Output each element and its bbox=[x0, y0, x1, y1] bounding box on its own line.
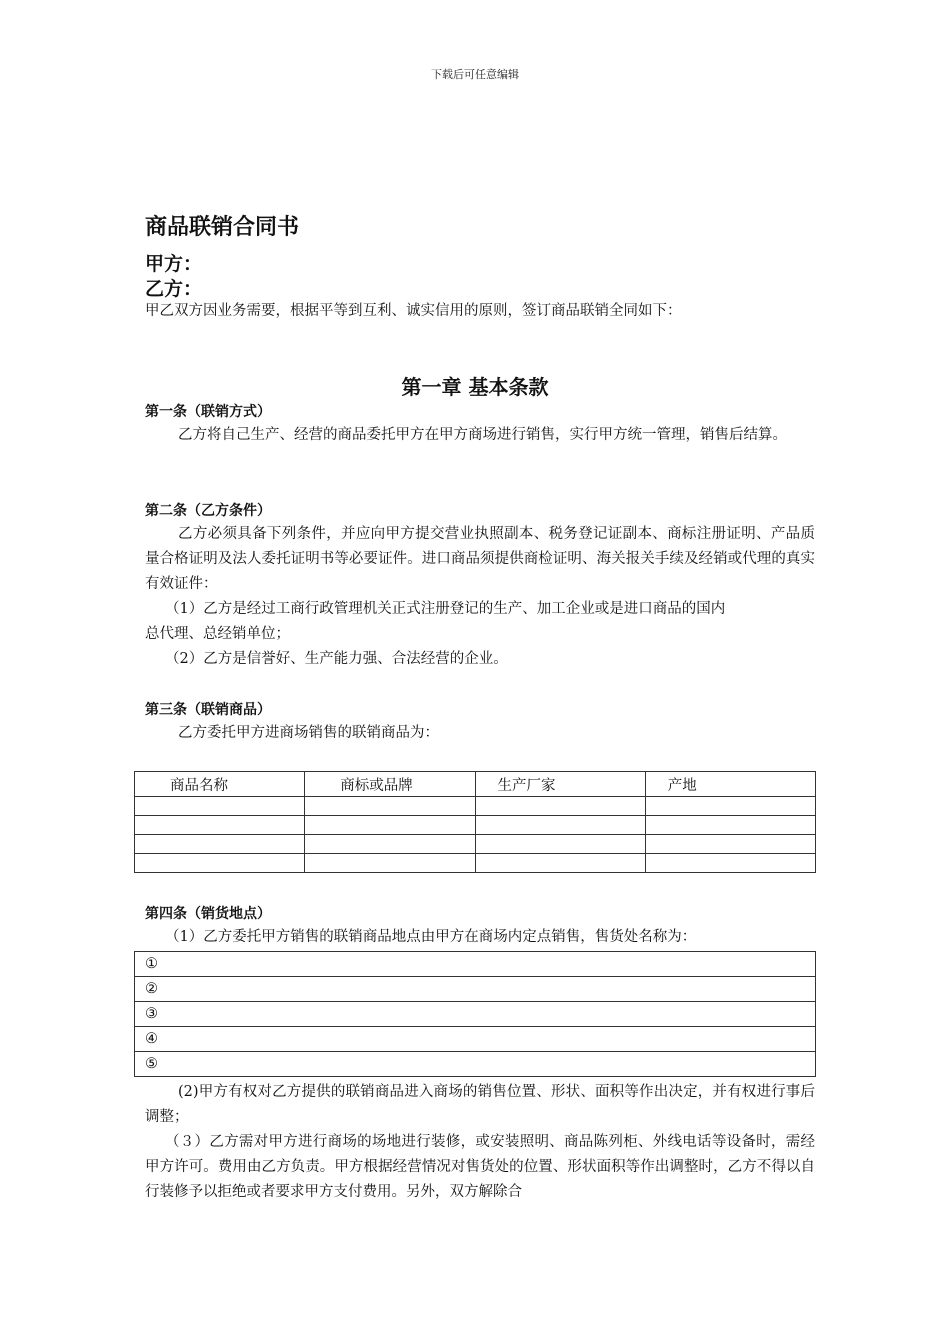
party-a-label: 甲方： bbox=[145, 253, 203, 275]
table-cell bbox=[135, 854, 305, 873]
table-cell bbox=[135, 835, 305, 854]
table-row bbox=[135, 952, 816, 977]
sales-location-table bbox=[134, 951, 816, 1077]
article-2-text: 乙方必须具备下列条件，并应向甲方提交营业执照副本、税务登记证副本、商标注册证明、产品质量合格证明及法人委托证明书等必要证件。进口商品须提供商检证明、海关报关手续及经销或代理的真实有效证件： bbox=[145, 526, 815, 592]
table-cell bbox=[305, 797, 475, 816]
table-cell bbox=[475, 854, 645, 873]
table-cell bbox=[645, 797, 815, 816]
article-4-item-3: （３）乙方需对甲方进行商场的场地进行装修，或安装照明、商品陈列柜、外线电话等设备时，需经甲方许可。费用由乙方负责。甲方根据经营情况对售货处的位置、形状面积等作出调整时，乙方不得以自行装修予以拒绝或者要求甲方支付费用。另外，双方解除合 bbox=[145, 1134, 815, 1200]
table-row bbox=[135, 854, 816, 873]
article-4-heading: 第四条（销货地点） bbox=[145, 906, 271, 922]
table-cell bbox=[475, 797, 645, 816]
table-cell bbox=[645, 835, 815, 854]
table-cell bbox=[645, 854, 815, 873]
location-cell: ③ bbox=[135, 1002, 816, 1027]
article-2-item-2: （2）乙方是信誉好、生产能力强、合法经营的企业。 bbox=[165, 651, 508, 667]
column-header: 产地 bbox=[645, 772, 815, 797]
table-cell bbox=[135, 797, 305, 816]
table-row bbox=[135, 797, 816, 816]
table-cell bbox=[475, 835, 645, 854]
chapter-heading: 第一章 基本条款 bbox=[401, 375, 549, 399]
page-header: 下载后可任意编辑 bbox=[431, 68, 519, 81]
document-title: 商品联销合同书 bbox=[145, 214, 300, 240]
table-row bbox=[135, 1027, 816, 1052]
article-2-item-1b: 总代理、总经销单位； bbox=[145, 626, 290, 642]
table-row bbox=[135, 835, 816, 854]
location-cell: ⑤ bbox=[135, 1052, 816, 1077]
article-4-item-1: （1）乙方委托甲方销售的联销商品地点由甲方在商场内定点销售，售货处名称为： bbox=[165, 929, 697, 945]
article-2-heading: 第二条（乙方条件） bbox=[145, 503, 271, 519]
table-row bbox=[135, 1002, 816, 1027]
article-4-item-2: (2)甲方有权对乙方提供的联销商品进入商场的销售位置、形状、面积等作出决定，并有权进行事后调整； bbox=[145, 1084, 815, 1125]
column-header: 商标或品牌 bbox=[305, 772, 475, 797]
party-b-label: 乙方： bbox=[145, 278, 203, 300]
table-row bbox=[135, 1052, 816, 1077]
location-cell: ② bbox=[135, 977, 816, 1002]
table-header-row bbox=[135, 772, 816, 797]
article-3-heading: 第三条（联销商品） bbox=[145, 702, 271, 718]
location-cell: ④ bbox=[135, 1027, 816, 1052]
table-cell bbox=[475, 816, 645, 835]
table-cell bbox=[305, 816, 475, 835]
article-3-text: 乙方委托甲方进商场销售的联销商品为： bbox=[178, 725, 439, 741]
article-2-item-1a: （1）乙方是经过工商行政管理机关正式注册登记的生产、加工企业或是进口商品的国内 bbox=[165, 601, 726, 617]
location-cell: ① bbox=[135, 952, 816, 977]
column-header: 商品名称 bbox=[135, 772, 305, 797]
table-cell bbox=[305, 854, 475, 873]
column-header: 生产厂家 bbox=[475, 772, 645, 797]
table-row bbox=[135, 977, 816, 1002]
table-row bbox=[135, 816, 816, 835]
table-cell bbox=[645, 816, 815, 835]
intro-paragraph: 甲乙双方因业务需要，根据平等到互利、诚实信用的原则，签订商品联销全同如下： bbox=[145, 303, 682, 319]
product-table bbox=[134, 771, 816, 873]
table-cell bbox=[135, 816, 305, 835]
article-1-heading: 第一条（联销方式） bbox=[145, 404, 271, 420]
table-cell bbox=[305, 835, 475, 854]
article-1-text: 乙方将自己生产、经营的商品委托甲方在甲方商场进行销售，实行甲方统一管理，销售后结算。 bbox=[178, 427, 787, 443]
